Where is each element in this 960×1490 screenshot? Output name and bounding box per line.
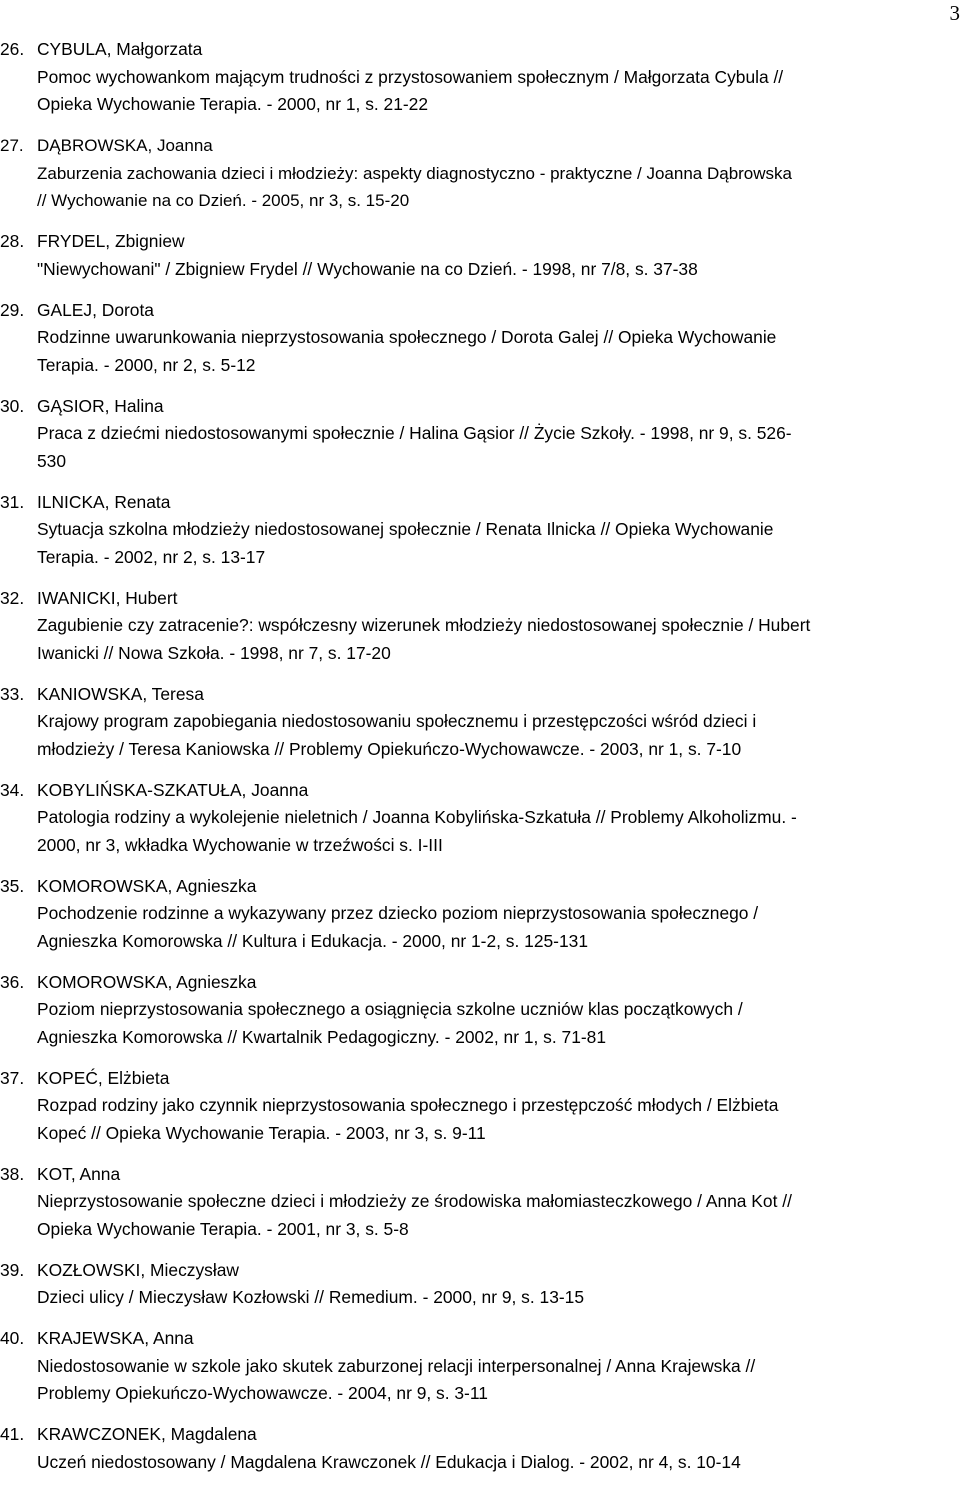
bibliography-entry (0, 132, 960, 215)
entry-author: KOMOROWSKA, Agnieszka (37, 873, 960, 901)
entry-number: 30. (0, 393, 24, 421)
entry-citation-line: Zagubienie czy zatracenie?: współczesny wizerunek młodzieży niedostosowanej społecznie / Hubert (37, 612, 960, 640)
entry-citation-line: Terapia. - 2002, nr 2, s. 13-17 (37, 544, 960, 572)
entry-author: IWANICKI, Hubert (37, 585, 960, 613)
bibliography-entry (0, 873, 960, 956)
entry-citation-line: Pomoc wychowankom mającym trudności z przystosowaniem społecznym / Małgorzata Cybula // (37, 64, 960, 92)
entry-number: 38. (0, 1161, 24, 1189)
entry-citation-line: 530 (37, 448, 960, 476)
bibliography-entry (0, 1257, 960, 1312)
entry-author: ILNICKA, Renata (37, 489, 960, 517)
entry-number: 41. (0, 1421, 24, 1449)
entry-citation-line: młodzieży / Teresa Kaniowska // Problemy Opiekuńczo-Wychowawcze. - 2003, nr 1, s. 7-10 (37, 736, 960, 764)
entry-number: 32. (0, 585, 24, 613)
entry-author: KRAWCZONEK, Magdalena (37, 1421, 960, 1449)
entry-citation-line: Terapia. - 2000, nr 2, s. 5-12 (37, 352, 960, 380)
entry-number: 31. (0, 489, 24, 517)
entry-citation-line: Sytuacja szkolna młodzieży niedostosowanej społecznie / Renata Ilnicka // Opieka Wychowanie (37, 516, 960, 544)
entry-citation-line: Agnieszka Komorowska // Kultura i Edukacja. - 2000, nr 1-2, s. 125-131 (37, 928, 960, 956)
entry-author: KOMOROWSKA, Agnieszka (37, 969, 960, 997)
bibliography-entry (0, 393, 960, 476)
entry-number: 40. (0, 1325, 24, 1353)
entry-citation-line: Uczeń niedostosowany / Magdalena Krawczonek // Edukacja i Dialog. - 2002, nr 4, s. 10-14 (37, 1449, 960, 1477)
entry-citation-line: Pochodzenie rodzinne a wykazywany przez dziecko poziom nieprzystosowania społecznego / (37, 900, 960, 928)
entry-citation-line: Krajowy program zapobiegania niedostosowaniu społecznemu i przestępczości wśród dzieci i (37, 708, 960, 736)
entry-number: 37. (0, 1065, 24, 1093)
entry-citation-line: Iwanicki // Nowa Szkoła. - 1998, nr 7, s. 17-20 (37, 640, 960, 668)
bibliography-entry (0, 777, 960, 860)
entry-author: FRYDEL, Zbigniew (37, 228, 960, 256)
entry-author: KOBYLIŃSKA-SZKATUŁA, Joanna (37, 777, 960, 805)
entry-citation-line: Rozpad rodziny jako czynnik nieprzystosowania społecznego i przestępczość młodych / Elżbieta (37, 1092, 960, 1120)
bibliography-entry (0, 228, 960, 283)
bibliography-entry (0, 1065, 960, 1148)
entry-citation-line: // Wychowanie na co Dzień. - 2005, nr 3, s. 15-20 (37, 187, 960, 215)
entry-citation-line: Kopeć // Opieka Wychowanie Terapia. - 2003, nr 3, s. 9-11 (37, 1120, 960, 1148)
bibliography-entry (0, 489, 960, 572)
entry-citation-line: Problemy Opiekuńczo-Wychowawcze. - 2004, nr 9, s. 3-11 (37, 1380, 960, 1408)
entry-citation-line: Zaburzenia zachowania dzieci i młodzieży: aspekty diagnostyczno - praktyczne / Joanna Dąbrowska (37, 160, 960, 188)
page-number: 3 (950, 2, 960, 24)
entry-number: 35. (0, 873, 24, 901)
bibliography-entry (0, 585, 960, 668)
entry-author: GALEJ, Dorota (37, 297, 960, 325)
bibliography-entry (0, 1421, 960, 1476)
entry-citation-line: 2000, nr 3, wkładka Wychowanie w trzeźwości s. I-III (37, 832, 960, 860)
entry-citation-line: Opieka Wychowanie Terapia. - 2001, nr 3, s. 5-8 (37, 1216, 960, 1244)
entry-citation-line: "Niewychowani" / Zbigniew Frydel // Wychowanie na co Dzień. - 1998, nr 7/8, s. 37-38 (37, 256, 960, 284)
entry-citation-line: Opieka Wychowanie Terapia. - 2000, nr 1, s. 21-22 (37, 91, 960, 119)
entry-citation-line: Rodzinne uwarunkowania nieprzystosowania społecznego / Dorota Galej // Opieka Wychowanie (37, 324, 960, 352)
entry-number: 27. (0, 132, 24, 160)
entry-author: CYBULA, Małgorzata (37, 36, 960, 64)
entry-citation-line: Poziom nieprzystosowania społecznego a osiągnięcia szkolne uczniów klas początkowych / (37, 996, 960, 1024)
entry-number: 36. (0, 969, 24, 997)
entry-author: KOZŁOWSKI, Mieczysław (37, 1257, 960, 1285)
bibliography-list (0, 36, 960, 1490)
entry-citation-line: Agnieszka Komorowska // Kwartalnik Pedagogiczny. - 2002, nr 1, s. 71-81 (37, 1024, 960, 1052)
entry-author: KANIOWSKA, Teresa (37, 681, 960, 709)
bibliography-entry (0, 36, 960, 119)
bibliography-entry (0, 1325, 960, 1408)
entry-number: 39. (0, 1257, 24, 1285)
entry-number: 34. (0, 777, 24, 805)
entry-author: DĄBROWSKA, Joanna (37, 132, 960, 160)
entry-number: 29. (0, 297, 24, 325)
bibliography-entry (0, 681, 960, 764)
entry-number: 33. (0, 681, 24, 709)
bibliography-entry (0, 1161, 960, 1244)
bibliography-entry (0, 969, 960, 1052)
entry-author: KRAJEWSKA, Anna (37, 1325, 960, 1353)
entry-citation-line: Praca z dziećmi niedostosowanymi społecznie / Halina Gąsior // Życie Szkoły. - 1998, nr 9, s. 526- (37, 420, 960, 448)
entry-citation-line: Niedostosowanie w szkole jako skutek zaburzonej relacji interpersonalnej / Anna Krajewska // (37, 1353, 960, 1381)
entry-number: 26. (0, 36, 24, 64)
entry-citation-line: Dzieci ulicy / Mieczysław Kozłowski // Remedium. - 2000, nr 9, s. 13-15 (37, 1284, 960, 1312)
entry-author: GĄSIOR, Halina (37, 393, 960, 421)
entry-citation-line: Patologia rodziny a wykolejenie nieletnich / Joanna Kobylińska-Szkatuła // Problemy Alkoholizmu. - (37, 804, 960, 832)
entry-author: KOPEĆ, Elżbieta (37, 1065, 960, 1093)
bibliography-entry (0, 297, 960, 380)
entry-number: 28. (0, 228, 24, 256)
entry-citation-line: Nieprzystosowanie społeczne dzieci i młodzieży ze środowiska małomiasteczkowego / Anna Kot // (37, 1188, 960, 1216)
entry-author: KOT, Anna (37, 1161, 960, 1189)
